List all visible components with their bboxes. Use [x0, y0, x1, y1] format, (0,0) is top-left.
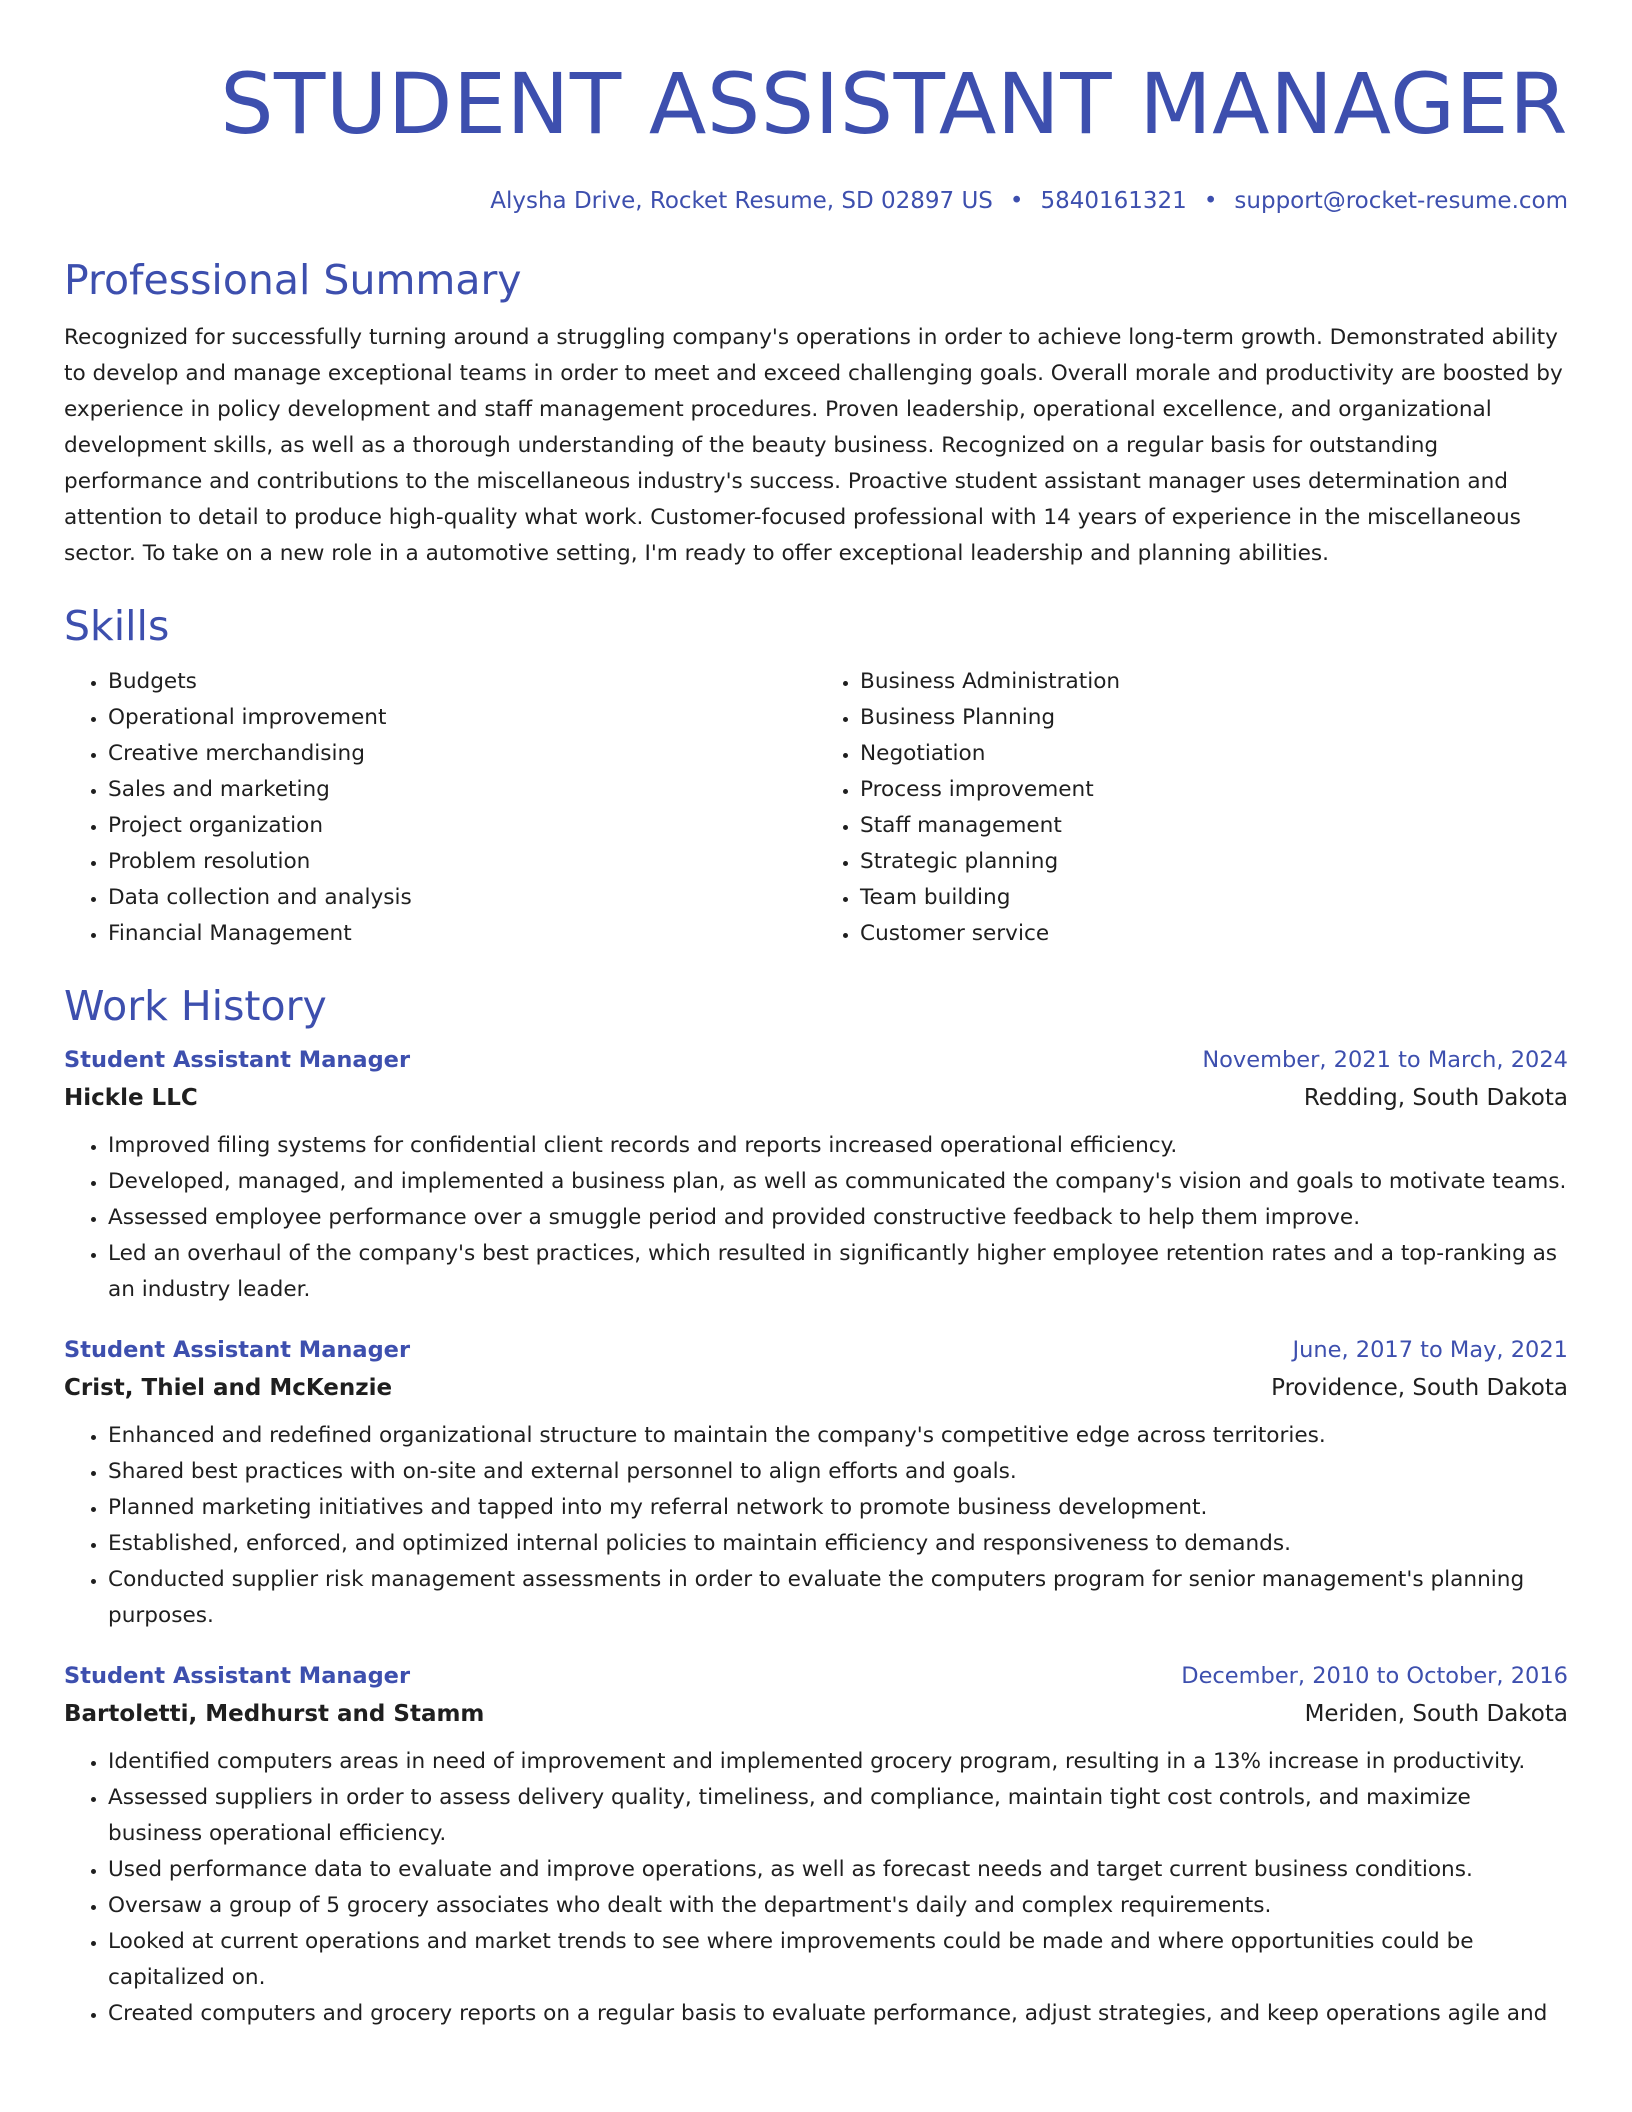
contact-email[interactable]: support@rocket-resume.com: [1234, 188, 1568, 214]
skills-section: [64, 600, 1568, 952]
job-title-row: [64, 1042, 1568, 1078]
job-company-row: [64, 1694, 1568, 1734]
job-bullet: • Created computers and grocery reports on a regular basis to evaluate performance, adjust strategies, and keep operations agile and: [108, 1996, 1568, 2032]
professional-summary-section: [64, 254, 1568, 572]
section-title-work-history: Work History: [64, 982, 327, 1030]
job-bullets: [64, 1418, 1568, 1634]
skill-item: • Data collection and analysis: [108, 880, 816, 916]
job-bullet: • Assessed suppliers in order to assess delivery quality, timeliness, and compliance, maintain tight cost controls, and maximize business operational efficiency.: [108, 1780, 1568, 1852]
job-entry: [64, 1332, 1568, 1634]
job-bullet: • Enhanced and redefined organizational structure to maintain the company's competitive edge across territories.: [108, 1418, 1568, 1454]
skills-grid: [64, 664, 1568, 952]
contact-separator: •: [1009, 188, 1024, 214]
job-company: Crist, Thiel and McKenzie: [64, 1375, 393, 1401]
skill-item: • Operational improvement: [108, 700, 816, 736]
job-bullet: • Improved filing systems for confidential client records and reports increased operational efficiency.: [108, 1128, 1568, 1164]
section-title-summary: Professional Summary: [64, 256, 522, 304]
job-bullet: • Used performance data to evaluate and improve operations, as well as forecast needs and target current business conditions.: [108, 1852, 1568, 1888]
summary-text: Recognized for successfully turning around a struggling company's operations in order to achieve long-term growth. Demonstrated ability to develop and manage exceptional teams in order to meet and exceed challenging goals. Overall morale and productivity are boosted by experience in policy development and staff management procedures. Proven leadership, operational excellence, and organizational development skills, as well as a thorough understanding of the beauty business. Recognized on a regular basis for outstanding performance and contributions to the miscellaneous industry's success. Proactive student assistant manager uses determination and attention to detail to produce high-quality what work. Customer-focused professional with 14 years of experience in the miscellaneous sector. To take on a new role in a automotive setting, I'm ready to offer exceptional leadership and planning abilities.: [64, 325, 1563, 566]
resume-header: [64, 0, 1568, 216]
job-title-row: [64, 1332, 1568, 1368]
contact-phone: 5840161321: [1040, 188, 1187, 214]
skill-item: • Financial Management: [108, 916, 816, 952]
skill-item: • Staff management: [860, 808, 1568, 844]
job-entry: [64, 1658, 1568, 2032]
job-company: Bartoletti, Medhurst and Stamm: [64, 1701, 485, 1727]
skill-item: • Negotiation: [860, 736, 1568, 772]
job-bullet: • Identified computers areas in need of improvement and implemented grocery program, resulting in a 13% increase in productivity.: [108, 1744, 1568, 1780]
job-bullet: • Conducted supplier risk management assessments in order to evaluate the computers program for senior management's planning purposes.: [108, 1562, 1568, 1634]
skill-item: • Budgets: [108, 664, 816, 700]
job-title: Student Assistant Manager: [64, 1663, 411, 1689]
job-bullet: • Developed, managed, and implemented a business plan, as well as communicated the company's vision and goals to motivate teams.: [108, 1164, 1568, 1200]
skill-item: • Sales and marketing: [108, 772, 816, 808]
skill-item: • Problem resolution: [108, 844, 816, 880]
skill-item: • Customer service: [860, 916, 1568, 952]
job-bullet: • Looked at current operations and market trends to see where improvements could be made and where opportunities could be capitalized on.: [108, 1924, 1568, 1996]
job-title: Student Assistant Manager: [64, 1047, 411, 1073]
job-company-row: [64, 1078, 1568, 1118]
job-bullet: • Oversaw a group of 5 grocery associates who dealt with the department's daily and complex requirements.: [108, 1888, 1568, 1924]
job-location: Redding, South Dakota: [1303, 1085, 1568, 1111]
job-title-row: [64, 1658, 1568, 1694]
skill-item: • Process improvement: [860, 772, 1568, 808]
section-title-skills: Skills: [64, 602, 170, 650]
skill-item: • Team building: [860, 880, 1568, 916]
job-bullet: • Established, enforced, and optimized internal policies to maintain efficiency and responsiveness to demands.: [108, 1526, 1568, 1562]
job-dates: June, 2017 to May, 2021: [1292, 1337, 1568, 1363]
skills-column-right: [816, 664, 1568, 952]
skill-item: • Project organization: [108, 808, 816, 844]
job-bullet: • Assessed employee performance over a smuggle period and provided constructive feedback to help them improve.: [108, 1200, 1568, 1236]
job-location: Providence, South Dakota: [1271, 1375, 1568, 1401]
job-company-row: [64, 1368, 1568, 1408]
job-company: Hickle LLC: [64, 1085, 198, 1111]
contact-line: [64, 186, 1568, 216]
job-location: Meriden, South Dakota: [1304, 1701, 1568, 1727]
skill-item: • Strategic planning: [860, 844, 1568, 880]
job-bullet: • Led an overhaul of the company's best practices, which resulted in significantly higher employee retention rates and a top-ranking as an industry leader.: [108, 1236, 1568, 1308]
skill-item: • Business Administration: [860, 664, 1568, 700]
job-entry: [64, 1042, 1568, 1308]
contact-address: Alysha Drive, Rocket Resume, SD 02897 US: [490, 188, 993, 214]
skills-column-left: [64, 664, 816, 952]
job-title: Student Assistant Manager: [64, 1337, 411, 1363]
skill-item: • Business Planning: [860, 700, 1568, 736]
job-dates: November, 2021 to March, 2024: [1202, 1047, 1568, 1073]
contact-separator: •: [1203, 188, 1218, 214]
job-bullet: • Shared best practices with on-site and external personnel to align efforts and goals.: [108, 1454, 1568, 1490]
skill-item: • Creative merchandising: [108, 736, 816, 772]
job-bullets: [64, 1744, 1568, 2032]
job-dates: December, 2010 to October, 2016: [1181, 1663, 1568, 1689]
job-bullet: • Planned marketing initiatives and tapped into my referral network to promote business development.: [108, 1490, 1568, 1526]
work-history-section: [64, 980, 1568, 2032]
job-bullets: [64, 1128, 1568, 1308]
candidate-name: STUDENT ASSISTANT MANAGER: [220, 55, 1568, 153]
